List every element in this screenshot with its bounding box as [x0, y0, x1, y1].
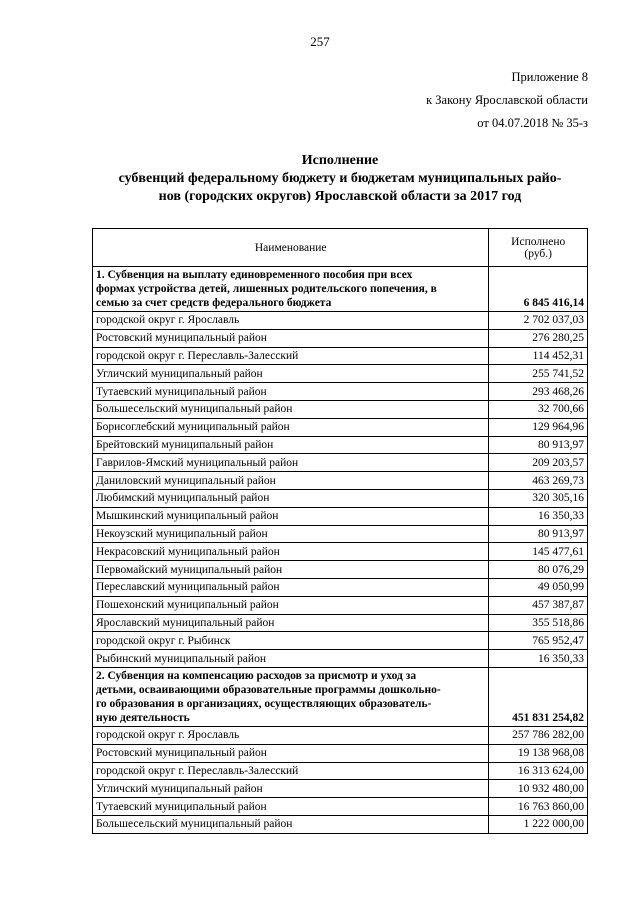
title-line-2: субвенций федеральному бюджету и бюджетам муниципальных райо- — [118, 171, 562, 186]
row-name: Тутаевский муниципальный район — [93, 383, 489, 401]
appendix-block — [426, 66, 588, 135]
section-total: 451 831 254,82 — [489, 667, 588, 726]
table-row — [93, 798, 588, 816]
row-value: 114 452,31 — [489, 347, 588, 365]
table-row — [93, 744, 588, 762]
row-value: 16 350,33 — [489, 507, 588, 525]
row-value: 293 468,26 — [489, 383, 588, 401]
table-row — [93, 400, 588, 418]
row-value: 16 763 860,00 — [489, 798, 588, 816]
section-title-line: го образования в организациях, осуществляющих образователь- — [96, 697, 432, 710]
row-name: Рыбинский муниципальный район — [93, 650, 489, 668]
row-name: Любимский муниципальный район — [93, 489, 489, 507]
row-name: Угличский муниципальный район — [93, 780, 489, 798]
row-name: городской округ г. Рыбинск — [93, 632, 489, 650]
row-value: 80 076,29 — [489, 561, 588, 579]
row-value: 355 518,86 — [489, 614, 588, 632]
table-row — [93, 762, 588, 780]
section-title-line: ную деятельность — [96, 711, 190, 724]
table-row — [93, 472, 588, 490]
section-total: 6 845 416,14 — [489, 267, 588, 312]
row-name: Большесельский муниципальный район — [93, 400, 489, 418]
table-row — [93, 650, 588, 668]
section-title-line: 2. Субвенция на компенсацию расходов за присмотр и уход за — [96, 669, 417, 682]
row-value: 16 350,33 — [489, 650, 588, 668]
header-value — [489, 229, 588, 267]
row-name: Первомайский муниципальный район — [93, 561, 489, 579]
header-name: Наименование — [93, 229, 489, 267]
row-value: 129 964,96 — [489, 418, 588, 436]
appendix-line-3: от 04.07.2018 № 35-з — [477, 116, 588, 130]
table-row — [93, 454, 588, 472]
row-value: 80 913,97 — [489, 436, 588, 454]
row-name: Мышкинский муниципальный район — [93, 507, 489, 525]
row-value: 1 222 000,00 — [489, 815, 588, 833]
row-name: Тутаевский муниципальный район — [93, 798, 489, 816]
row-value: 16 313 624,00 — [489, 762, 588, 780]
row-name: городской округ г. Ярославль — [93, 312, 489, 330]
row-value: 257 786 282,00 — [489, 726, 588, 744]
row-name: городской округ г. Ярославль — [93, 726, 489, 744]
row-name: Угличский муниципальный район — [93, 365, 489, 383]
section-title — [93, 667, 489, 726]
appendix-line-1: Приложение 8 — [511, 70, 588, 84]
row-name: Пошехонский муниципальный район — [93, 596, 489, 614]
row-name: Некрасовский муниципальный район — [93, 543, 489, 561]
row-name: Борисоглебский муниципальный район — [93, 418, 489, 436]
table-row — [93, 726, 588, 744]
row-name: Гаврилов-Ямский муниципальный район — [93, 454, 489, 472]
row-value: 10 932 480,00 — [489, 780, 588, 798]
row-name: Ростовский муниципальный район — [93, 329, 489, 347]
row-value: 80 913,97 — [489, 525, 588, 543]
row-name: городской округ г. Переславль-Залесский — [93, 762, 489, 780]
title-line-1: Исполнение — [301, 153, 379, 168]
row-value: 457 387,87 — [489, 596, 588, 614]
row-value: 463 269,73 — [489, 472, 588, 490]
row-name: Некоузский муниципальный район — [93, 525, 489, 543]
row-name: Брейтовский муниципальный район — [93, 436, 489, 454]
header-value-line-2: (руб.) — [524, 247, 552, 260]
row-value: 145 477,61 — [489, 543, 588, 561]
row-name: Большесельский муниципальный район — [93, 815, 489, 833]
section-title — [93, 267, 489, 312]
table-row — [93, 489, 588, 507]
row-name: Ростовский муниципальный район — [93, 744, 489, 762]
header-value-line-1: Исполнено — [511, 235, 566, 248]
row-value: 2 702 037,03 — [489, 312, 588, 330]
section-title-line: формах устройства детей, лишенных родительского попечения, в — [96, 283, 437, 295]
appendix-line-2: к Закону Ярославской области — [426, 93, 588, 107]
table-row — [93, 365, 588, 383]
table-row — [93, 418, 588, 436]
row-name: Переславский муниципальный район — [93, 578, 489, 596]
table-row — [93, 525, 588, 543]
title-line-3: нов (городских округов) Ярославской области за 2017 год — [158, 189, 522, 204]
table-header-row — [93, 229, 588, 267]
table-row — [93, 312, 588, 330]
row-value: 19 138 968,08 — [489, 744, 588, 762]
section-title-line: детьми, осваивающими образовательные программы дошкольно- — [96, 683, 441, 696]
table-row — [93, 596, 588, 614]
table-row — [93, 543, 588, 561]
row-value: 255 741,52 — [489, 365, 588, 383]
row-value: 32 700,66 — [489, 400, 588, 418]
table-row — [93, 507, 588, 525]
table-row — [93, 632, 588, 650]
table-row — [93, 347, 588, 365]
table-row — [93, 329, 588, 347]
section-row — [93, 267, 588, 312]
section-title-line: семью за счет средств федерального бюджета — [96, 297, 332, 309]
document-title — [60, 152, 620, 206]
table-row — [93, 561, 588, 579]
row-value: 765 952,47 — [489, 632, 588, 650]
table-row — [93, 383, 588, 401]
table-row — [93, 436, 588, 454]
table-row — [93, 578, 588, 596]
table-row — [93, 780, 588, 798]
table-row — [93, 614, 588, 632]
row-name: городской округ г. Переславль-Залесский — [93, 347, 489, 365]
row-name: Даниловский муниципальный район — [93, 472, 489, 490]
row-value: 320 305,16 — [489, 489, 588, 507]
table-row — [93, 815, 588, 833]
section-title-line: 1. Субвенция на выплату единовременного пособия при всех — [96, 269, 413, 281]
row-value: 276 280,25 — [489, 329, 588, 347]
section-row — [93, 667, 588, 726]
page-number: 257 — [310, 34, 330, 49]
row-value: 209 203,57 — [489, 454, 588, 472]
row-name: Ярославский муниципальный район — [93, 614, 489, 632]
row-value: 49 050,99 — [489, 578, 588, 596]
subvention-table — [92, 228, 588, 834]
